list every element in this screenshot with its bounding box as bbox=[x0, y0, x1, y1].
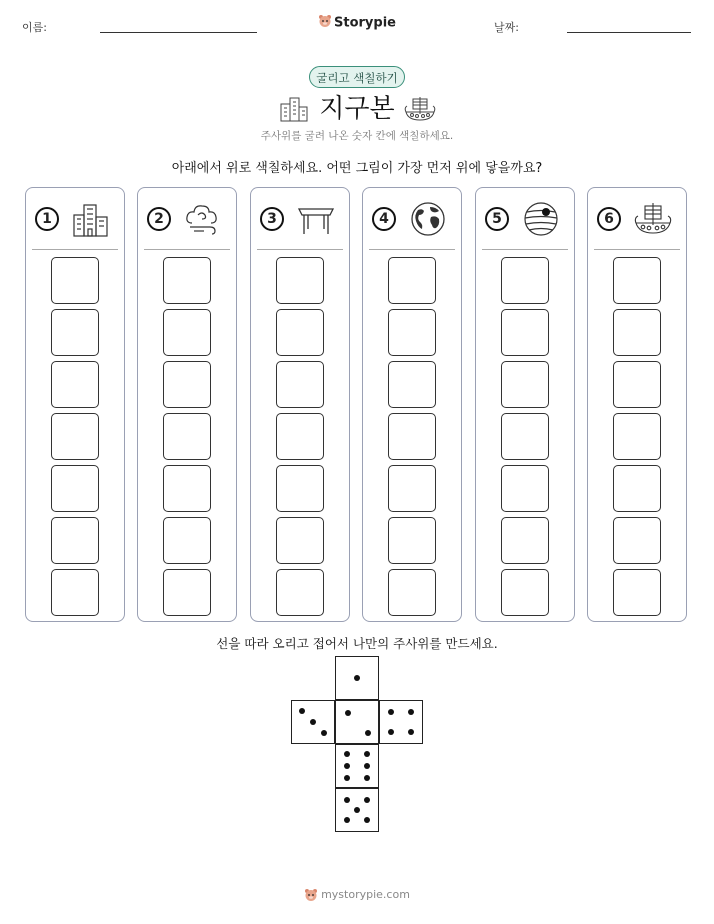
color-box[interactable] bbox=[388, 361, 436, 408]
color-box[interactable] bbox=[613, 569, 661, 616]
color-box[interactable] bbox=[501, 361, 549, 408]
color-box[interactable] bbox=[276, 309, 324, 356]
color-box[interactable] bbox=[51, 361, 99, 408]
pip bbox=[364, 763, 370, 769]
instruction: 아래에서 위로 색칠하세요. 어떤 그림이 가장 먼저 위에 닿을까요? bbox=[171, 161, 543, 176]
buildings-icon bbox=[72, 201, 110, 237]
color-box[interactable] bbox=[163, 465, 211, 512]
color-box[interactable] bbox=[51, 569, 99, 616]
column-5 bbox=[475, 187, 575, 622]
cut-instruction: 선을 따라 오리고 접어서 나만의 주사위를 만드세요. bbox=[216, 636, 498, 651]
divider bbox=[594, 249, 680, 250]
column-number: 5 bbox=[485, 207, 509, 231]
color-box[interactable] bbox=[501, 309, 549, 356]
color-box[interactable] bbox=[163, 517, 211, 564]
wind-cloud-icon bbox=[184, 201, 222, 237]
activity-badge: 굴리고 색칠하기 bbox=[309, 66, 405, 88]
dice-face-center bbox=[335, 700, 379, 744]
color-box[interactable] bbox=[163, 413, 211, 460]
column-3 bbox=[250, 187, 350, 622]
color-box[interactable] bbox=[613, 257, 661, 304]
color-box[interactable] bbox=[163, 309, 211, 356]
pip bbox=[344, 751, 350, 757]
pip bbox=[364, 775, 370, 781]
pip bbox=[388, 729, 394, 735]
column-1 bbox=[25, 187, 125, 622]
table-icon bbox=[297, 201, 335, 237]
color-box[interactable] bbox=[276, 517, 324, 564]
bear-logo-icon bbox=[318, 14, 332, 32]
color-box[interactable] bbox=[613, 309, 661, 356]
color-box[interactable] bbox=[388, 517, 436, 564]
divider bbox=[257, 249, 343, 250]
color-box[interactable] bbox=[613, 361, 661, 408]
pip bbox=[388, 709, 394, 715]
color-box[interactable] bbox=[388, 569, 436, 616]
column-number: 4 bbox=[372, 207, 396, 231]
color-box[interactable] bbox=[276, 465, 324, 512]
dice-face-back bbox=[335, 788, 379, 832]
dice-face-top bbox=[335, 656, 379, 700]
color-box[interactable] bbox=[51, 517, 99, 564]
pip bbox=[365, 730, 371, 736]
globe-icon bbox=[409, 201, 447, 237]
pip bbox=[354, 807, 360, 813]
divider bbox=[144, 249, 230, 250]
name-label: 이름: bbox=[22, 21, 47, 34]
pip bbox=[354, 675, 360, 681]
pip bbox=[364, 817, 370, 823]
pip bbox=[344, 817, 350, 823]
color-box[interactable] bbox=[276, 569, 324, 616]
column-6 bbox=[587, 187, 687, 622]
page-title: 지구본 bbox=[319, 94, 395, 124]
column-4 bbox=[362, 187, 462, 622]
subtitle: 주사위를 굴려 나온 숫자 칸에 색칠하세요. bbox=[260, 130, 454, 142]
divider bbox=[32, 249, 118, 250]
pip bbox=[408, 729, 414, 735]
color-box[interactable] bbox=[388, 257, 436, 304]
color-box[interactable] bbox=[163, 361, 211, 408]
pip bbox=[344, 797, 350, 803]
planet-icon bbox=[522, 201, 560, 237]
dice-face-right bbox=[379, 700, 423, 744]
viking-ship-icon bbox=[404, 94, 436, 122]
color-box[interactable] bbox=[613, 517, 661, 564]
dice-face-left bbox=[291, 700, 335, 744]
pip bbox=[364, 797, 370, 803]
pip bbox=[299, 708, 305, 714]
dice-face-bottom bbox=[335, 744, 379, 788]
pip bbox=[364, 751, 370, 757]
color-box[interactable] bbox=[613, 465, 661, 512]
pip bbox=[345, 710, 351, 716]
column-number: 2 bbox=[147, 207, 171, 231]
column-number: 3 bbox=[260, 207, 284, 231]
pip bbox=[344, 775, 350, 781]
color-box[interactable] bbox=[51, 309, 99, 356]
color-box[interactable] bbox=[51, 465, 99, 512]
column-number: 6 bbox=[597, 207, 621, 231]
pip bbox=[344, 763, 350, 769]
date-line[interactable] bbox=[567, 32, 691, 33]
footer-url[interactable]: mystorypie.com bbox=[321, 888, 410, 901]
column-number: 1 bbox=[35, 207, 59, 231]
bear-logo-icon bbox=[304, 888, 318, 902]
date-label: 날짜: bbox=[494, 21, 519, 34]
brand-name: Storypie bbox=[334, 15, 396, 31]
color-box[interactable] bbox=[51, 257, 99, 304]
brand-logo bbox=[0, 14, 714, 32]
color-box[interactable] bbox=[501, 465, 549, 512]
color-box[interactable] bbox=[276, 413, 324, 460]
pip bbox=[321, 730, 327, 736]
color-box[interactable] bbox=[501, 257, 549, 304]
color-box[interactable] bbox=[501, 413, 549, 460]
color-box[interactable] bbox=[388, 465, 436, 512]
color-box[interactable] bbox=[163, 569, 211, 616]
color-box[interactable] bbox=[276, 361, 324, 408]
pip bbox=[408, 709, 414, 715]
color-box[interactable] bbox=[388, 309, 436, 356]
color-box[interactable] bbox=[501, 569, 549, 616]
viking-ship-icon bbox=[634, 201, 672, 237]
divider bbox=[369, 249, 455, 250]
name-line[interactable] bbox=[100, 32, 257, 33]
column-2 bbox=[137, 187, 237, 622]
color-box[interactable] bbox=[51, 413, 99, 460]
color-box[interactable] bbox=[163, 257, 211, 304]
footer bbox=[0, 888, 714, 902]
color-box[interactable] bbox=[276, 257, 324, 304]
pip bbox=[310, 719, 316, 725]
color-box[interactable] bbox=[501, 517, 549, 564]
divider bbox=[482, 249, 568, 250]
color-box[interactable] bbox=[613, 413, 661, 460]
color-box[interactable] bbox=[388, 413, 436, 460]
